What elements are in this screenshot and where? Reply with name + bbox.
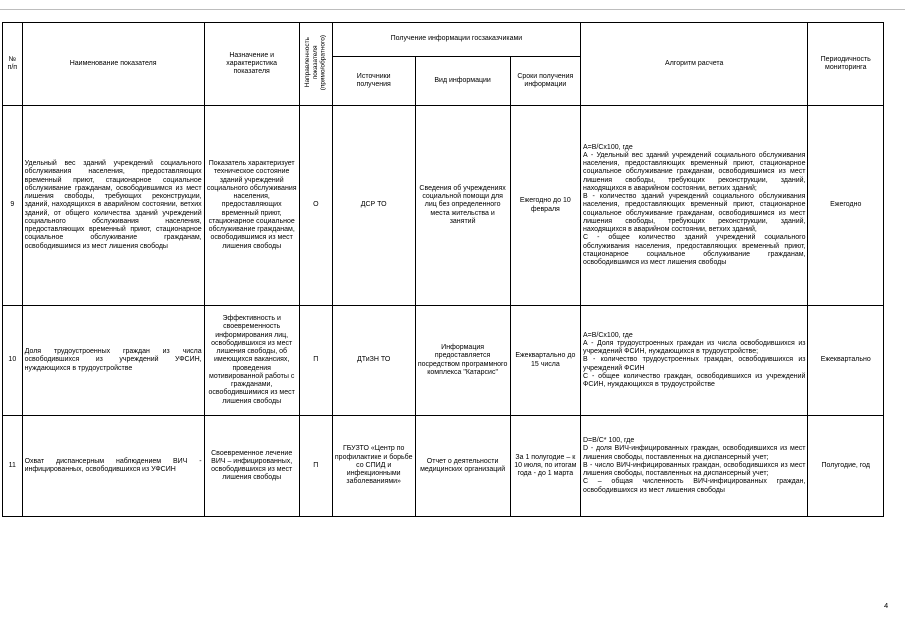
row-algorithm: D=B/C* 100, где D - доля ВИЧ-инфицированных граждан, освободившихся из мест лишения свободы, поставленных на диспансерный учет; B - число ВИЧ-инфицированных граждан, освободившихся из мест лишения свободы, поставленных на диспансерный учет; C – общая численность ВИЧ-инфицированных граждан, освободившихся из мест лишения свободы [581,416,808,517]
row-num: 9 [3,106,23,306]
row-direction: П [299,416,332,517]
row-direction: П [299,306,332,416]
header-name: Наименование показателя [22,23,204,106]
row-terms: За 1 полугодие – к 10 июля, по итогам года - до 1 марта [510,416,580,517]
table-row [3,106,884,306]
header-algorithm: Алгоритм расчета [581,23,808,106]
row-purpose: Эффективность и своевременность информирования лиц, освободившихся из мест лишения свободы, об имеющихся вакансиях, проведения мотивированной работы с гражданами, освободившимися из мест лишения свободы [204,306,299,416]
row-algorithm: А=В/Сх100, где А - Удельный вес зданий учреждений социального обслуживания населения, предоставляющих временный приют, стационарное социальное обслуживание гражданам, освободившимся из мест лишения свободы, требующих реконструкции, зданий, находящихся в аварийном состоянии, ветхих зданий; В - количество зданий учреждений социального обслуживания населения, предоставляющих временный приют, стационарное социальное обслуживание гражданам, освободившимся из мест лишения свободы, требующих реконструкции, зданий, находящихся в аварийном состоянии, ветхих зданий, С - общее количество зданий учреждений социального обслуживания населения, предоставляющих временный приют, стационарное социальное обслуживание гражданам, освободившимся из мест лишения свободы [581,106,808,306]
header-gov-group: Получение информации госзаказчиками [332,23,580,57]
header-info-type: Вид информации [415,57,510,106]
indicators-table [2,22,884,517]
header-terms: Сроки получения информации [510,57,580,106]
row-source: ГБУЗТО «Центр по профилактике и борьбе со СПИД и инфекционными заболеваниями» [332,416,415,517]
row-num: 11 [3,416,23,517]
row-period: Ежегодно [808,106,884,306]
header-period: Периодичность мониторинга [808,23,884,106]
row-name: Охват диспансерным наблюдением ВИЧ - инфицированных, освободившихся из УФСИН [22,416,204,517]
table-row [3,306,884,416]
row-name: Доля трудоустроенных граждан из числа освободившихся из учреждений УФСИН, нуждающихся в трудоустройстве [22,306,204,416]
row-info-type: Информация предоставляется посредством программного комплекса "Катарсис" [415,306,510,416]
table-row [3,416,884,517]
row-period: Полугодие, год [808,416,884,517]
header-sources: Источники получения [332,57,415,106]
row-period: Ежеквартально [808,306,884,416]
page-number: 4 [884,601,889,610]
row-info-type: Сведения об учреждениях социальной помощи для лиц без определенного места жительства и занятий [415,106,510,306]
row-name: Удельный вес зданий учреждений социального обслуживания населения, предоставляющих временный приют, стационарное социальное обслуживание гражданам, освободившимся из мест лишения свободы, требующих реконструкции, зданий, находящихся в аварийном состоянии, ветхих зданий, от общего количества зданий учреждений социального обслуживания населения, предоставляющих временный приют, стационарное социальное обслуживание гражданам, освободившимся из мест лишения свободы [22,106,204,306]
row-num: 10 [3,306,23,416]
row-source: ДТиЗН ТО [332,306,415,416]
row-terms: Ежеквартально до 15 числа [510,306,580,416]
top-rule [0,9,905,10]
row-info-type: Отчет о деятельности медицинских организаций [415,416,510,517]
row-purpose: Своевременное лечение ВИЧ – инфицированных, освободившихся из мест лишения свободы [204,416,299,517]
header-direction: Направленность показателя (прямо/обратного) [299,23,332,106]
header-num: № п/п [3,23,23,106]
header-purpose: Назначение и характеристика показателя [204,23,299,106]
row-algorithm: А=В/Сх100, где А - Доля трудоустроенных граждан из числа освободившихся из учреждений ФСИН, нуждающихся в трудоустройстве; В - количество трудоустроенных граждан, освободившихся из учреждений ФСИН С - общее количество граждан, освободившихся из учреждений ФСИН, нуждающихся в трудоустройстве [581,306,808,416]
row-terms: Ежегодно до 10 февраля [510,106,580,306]
row-direction: О [299,106,332,306]
row-source: ДСР ТО [332,106,415,306]
row-purpose: Показатель характеризует техническое состояние зданий учреждений социального обслуживания населения, предоставляющих временный приют, стационарное социальное обслуживание гражданам, освободившимся из мест лишения свободы [204,106,299,306]
